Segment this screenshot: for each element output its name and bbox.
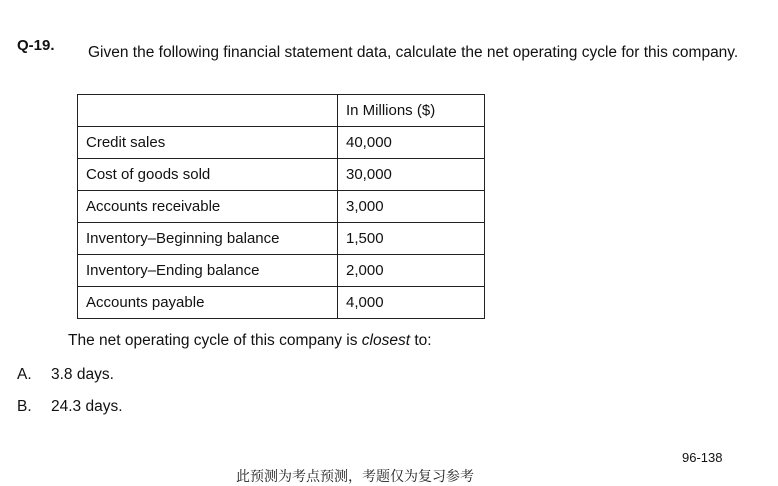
option-text: 3.8 days.	[51, 366, 114, 383]
table-cell-label: Credit sales	[78, 127, 338, 159]
table-cell-value: 4,000	[338, 287, 485, 319]
table-row	[78, 287, 485, 319]
question-prompt	[68, 332, 432, 350]
answer-option-b[interactable]	[17, 398, 123, 416]
table-header-cell	[78, 95, 338, 127]
table-cell-label: Accounts payable	[78, 287, 338, 319]
table-row	[78, 255, 485, 287]
table-cell-label: Cost of goods sold	[78, 159, 338, 191]
page-number: 96-138	[682, 450, 723, 465]
footer-note: 此预测为考点预测，考题仅为复习参考	[236, 469, 474, 485]
financial-data-table	[77, 94, 485, 319]
table-row	[78, 127, 485, 159]
question-number: Q-19.	[17, 37, 55, 54]
table-cell-label: Inventory–Ending balance	[78, 255, 338, 287]
table-cell-label: Accounts receivable	[78, 191, 338, 223]
table-cell-label: Inventory–Beginning balance	[78, 223, 338, 255]
option-letter: A.	[17, 366, 32, 383]
table-row	[78, 191, 485, 223]
table-row	[78, 159, 485, 191]
table-header-cell: In Millions ($)	[338, 95, 485, 127]
table-header-row	[78, 95, 485, 127]
prompt-text-after: to:	[410, 332, 432, 349]
option-letter: B.	[17, 398, 32, 415]
table-cell-value: 2,000	[338, 255, 485, 287]
question-text: Given the following financial statement data, calculate the net operating cycle for this company.	[88, 44, 739, 61]
prompt-text-before: The net operating cycle of this company is	[68, 332, 362, 349]
prompt-emphasis: closest	[361, 332, 411, 349]
table-cell-value: 30,000	[338, 159, 485, 191]
table-cell-value: 40,000	[338, 127, 485, 159]
option-text: 24.3 days.	[51, 398, 123, 415]
answer-option-a[interactable]	[17, 366, 114, 384]
table-cell-value: 3,000	[338, 191, 485, 223]
table-cell-value: 1,500	[338, 223, 485, 255]
table-row	[78, 223, 485, 255]
